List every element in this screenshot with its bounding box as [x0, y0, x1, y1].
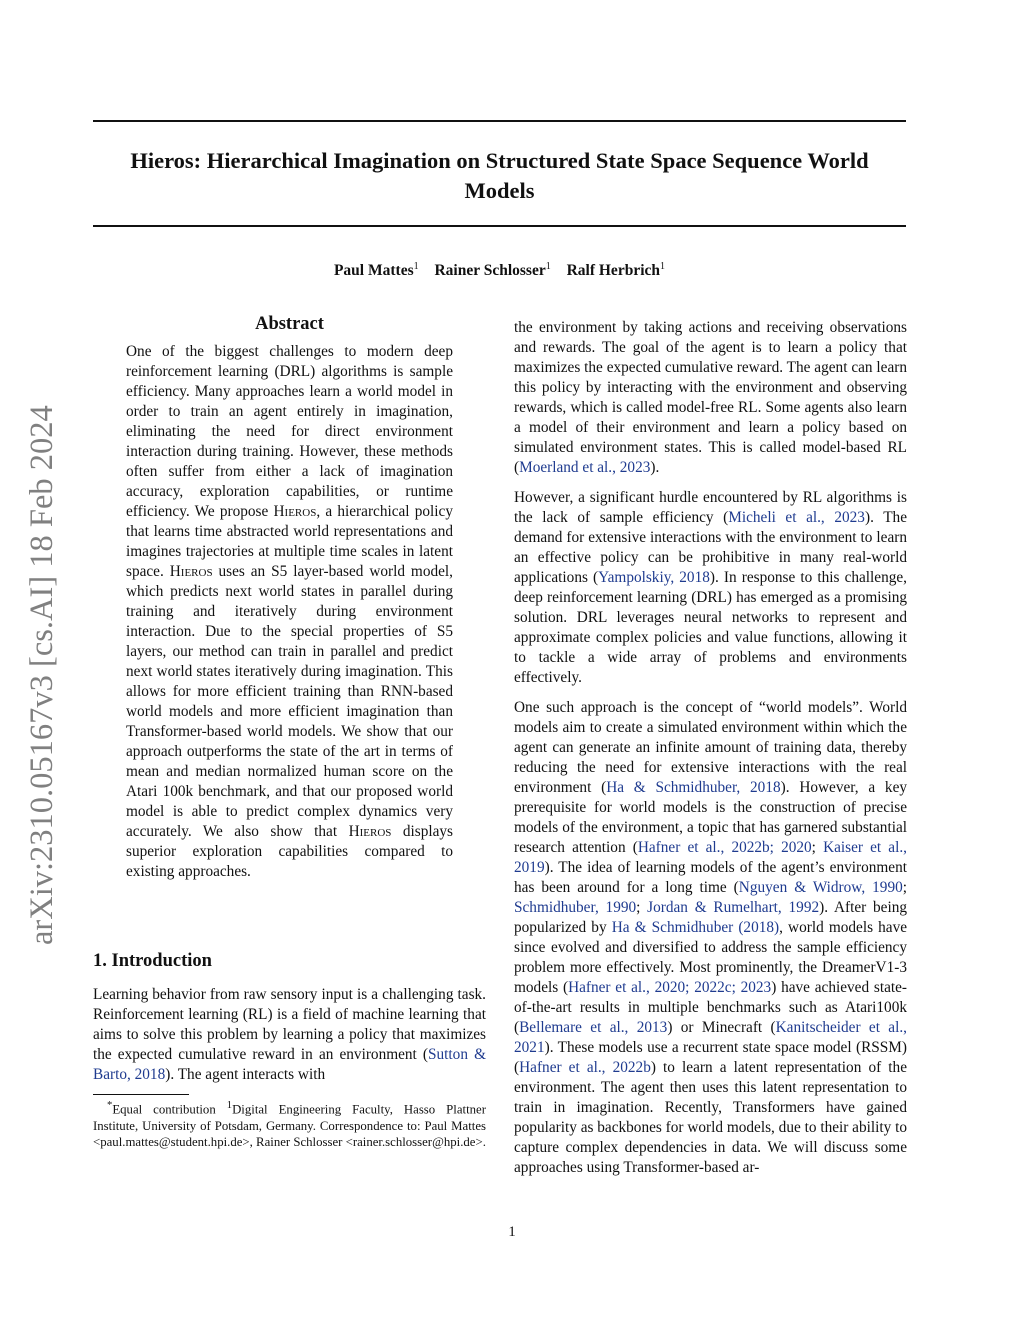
citation-link[interactable]: Hafner et al., 2022b; 2020 — [637, 839, 812, 856]
citation-link[interactable]: Nguyen & Widrow, 1990 — [738, 879, 903, 896]
abstract-heading: Abstract — [255, 314, 324, 334]
paper-title: Hieros: Hierarchical Imagination on Structured State Space Sequence World Models — [130, 148, 869, 203]
citation-link[interactable]: Moerland et al., 2023 — [519, 459, 651, 476]
citation-link[interactable]: Ha & Schmidhuber, 2018 — [606, 779, 781, 796]
citation-link[interactable]: Yampolskiy, 2018 — [598, 569, 710, 586]
intro-paragraph-left: Learning behavior from raw sensory input is a challenging task. Reinforcement learning (RL) is a field of machine learning that aims to solve this problem by learning a policy that maximizes the expected cumulative reward in an environment (Sutton & Barto, 2018). The agent interacts with — [93, 986, 486, 1083]
citation-link[interactable]: Kaiser et al., 2019 — [514, 839, 907, 876]
arxiv-stamp: arXiv:2310.05167v3 [cs.AI] 18 Feb 2024 — [24, 405, 60, 945]
footnote-rule — [93, 1094, 189, 1095]
page-number: 1 — [508, 1224, 516, 1240]
section-heading-introduction: 1. Introduction — [93, 951, 212, 971]
title-rule-top — [93, 120, 906, 122]
citation-link[interactable]: Schmidhuber, 1990 — [514, 899, 637, 916]
right-column — [514, 318, 907, 1188]
title-rule-bottom — [93, 225, 906, 227]
citation-link[interactable]: Hafner et al., 2022b — [519, 1059, 651, 1076]
intro-paragraph-3: One such approach is the concept of “world models”. World models aim to create a simulated environment within which the agent can generate an infinite amount of training data, thereby reducing the need for extensive interactions with the real environment (Ha & Schmidhuber, 2018). However, a key prerequisite for world models is the construction of precise models of the environment, a topic that has garnered substantial research attention (Hafner et al., 2022b; 2020; Kaiser et al., 2019). The idea of learning models of the agent’s environment has been around for a long time (Nguyen & Widrow, 1990; Schmidhuber, 1990; Jordan & Rumelhart, 1992). After being popularized by Ha & Schmidhuber (2018), world models have since evolved and diversified to address the sample efficiency problem more effectively. Most prominently, the DreamerV1-3 models (Hafner et al., 2020; 2022c; 2023) have achieved state-of-the-art results in multiple benchmarks such as Atari100k (Bellemare et al., 2013) or Minecraft (Kanitscheider et al., 2021). These models use a recurrent state space model (RSSM) (Hafner et al., 2022b) to learn a latent representation of the environment. The agent then uses this latent representation to train in imagination. Recently, Transformers have gained popularity as backbones for world models, due to their ability to capture complex dependencies in data. We will discuss some approaches using Transformer-based ar- — [514, 699, 908, 1176]
abstract-body: One of the biggest challenges to modern deep reinforcement learning (DRL) algorithms is sample efficiency. Many approaches learn a world model in order to train an agent entirely in imagination, eliminating the need for direct environment interaction during training. However, these methods often suffer from either a lack of imagination accuracy, exploration capabilities, or runtime efficiency. We propose Hieros, a hierarchical policy that learns time abstracted world representations and imagines trajectories at multiple time scales in latent space. Hieros uses an S5 layer-based world model, which predicts next world states in parallel during training and iteratively during environment interaction. Due to the special properties of S5 layers, our method can train in parallel and predict next world states iteratively during imagination. This allows for more efficient training than RNN-based world models and more efficient imagination than Transformer-based world models. We show that our approach outperforms the state of the art in terms of mean and median normalized human score on the Atari 100k benchmark, and that our proposed world model is able to predict complex dynamics very accurately. We also show that Hieros displays superior exploration capabilities compared to existing approaches. — [126, 343, 453, 880]
citation-link[interactable]: Bellemare et al., 2013 — [519, 1019, 668, 1036]
citation-link[interactable]: Ha & Schmidhuber (2018) — [611, 919, 780, 936]
intro-paragraph-1: the environment by taking actions and receiving observations and rewards. The goal of the agent is to learn a policy that maximizes the expected cumulative reward. The agent can learn this policy by interacting with the environment and observing rewards, which is called model-free RL. Some agents also learn a model of their environment and learn a policy based on simulated environment states. This is called model-based RL (Moerland et al., 2023). — [514, 319, 907, 476]
citation-link[interactable]: Hafner et al., 2020; 2022c; 2023 — [568, 979, 772, 996]
citation-link[interactable]: Sutton & Barto, 2018 — [93, 1046, 486, 1083]
author-list — [93, 261, 906, 280]
footnote: *Equal contribution $^1$Digital Engineering Faculty, Hasso Plattner Institute, University of Potsdam, Germany. Correspondence to: Paul Mattes <paul.mattes@student.hpi.de>, Rainer Schlosser <rainer.schlosser@hpi.de>. — [93, 1100, 486, 1150]
citation-link[interactable]: Kanitscheider et al., 2021 — [514, 1019, 907, 1056]
author-2: Rainer Schlosser$^1$ — [434, 261, 551, 280]
author-1: Paul Mattes$^1$ — [333, 261, 419, 280]
intro-paragraph-2: However, a significant hurdle encountered by RL algorithms is the lack of sample efficiency (Micheli et al., 2023). The demand for extensive interactions with the environment to learn an effective policy can be prohibitive in many real-world applications (Yampolskiy, 2018). In response to this challenge, deep reinforcement learning (DRL) has emerged as a promising solution. DRL leverages neural networks to represent and approximate complex policies and value functions, allowing it to tackle a wide array of problems and environments effectively. — [514, 489, 907, 686]
citation-link[interactable]: Micheli et al., 2023 — [728, 509, 865, 526]
citation-link[interactable]: Jordan & Rumelhart, 1992 — [647, 899, 820, 916]
author-3: Ralf Herbrich$^1$ — [566, 261, 666, 280]
